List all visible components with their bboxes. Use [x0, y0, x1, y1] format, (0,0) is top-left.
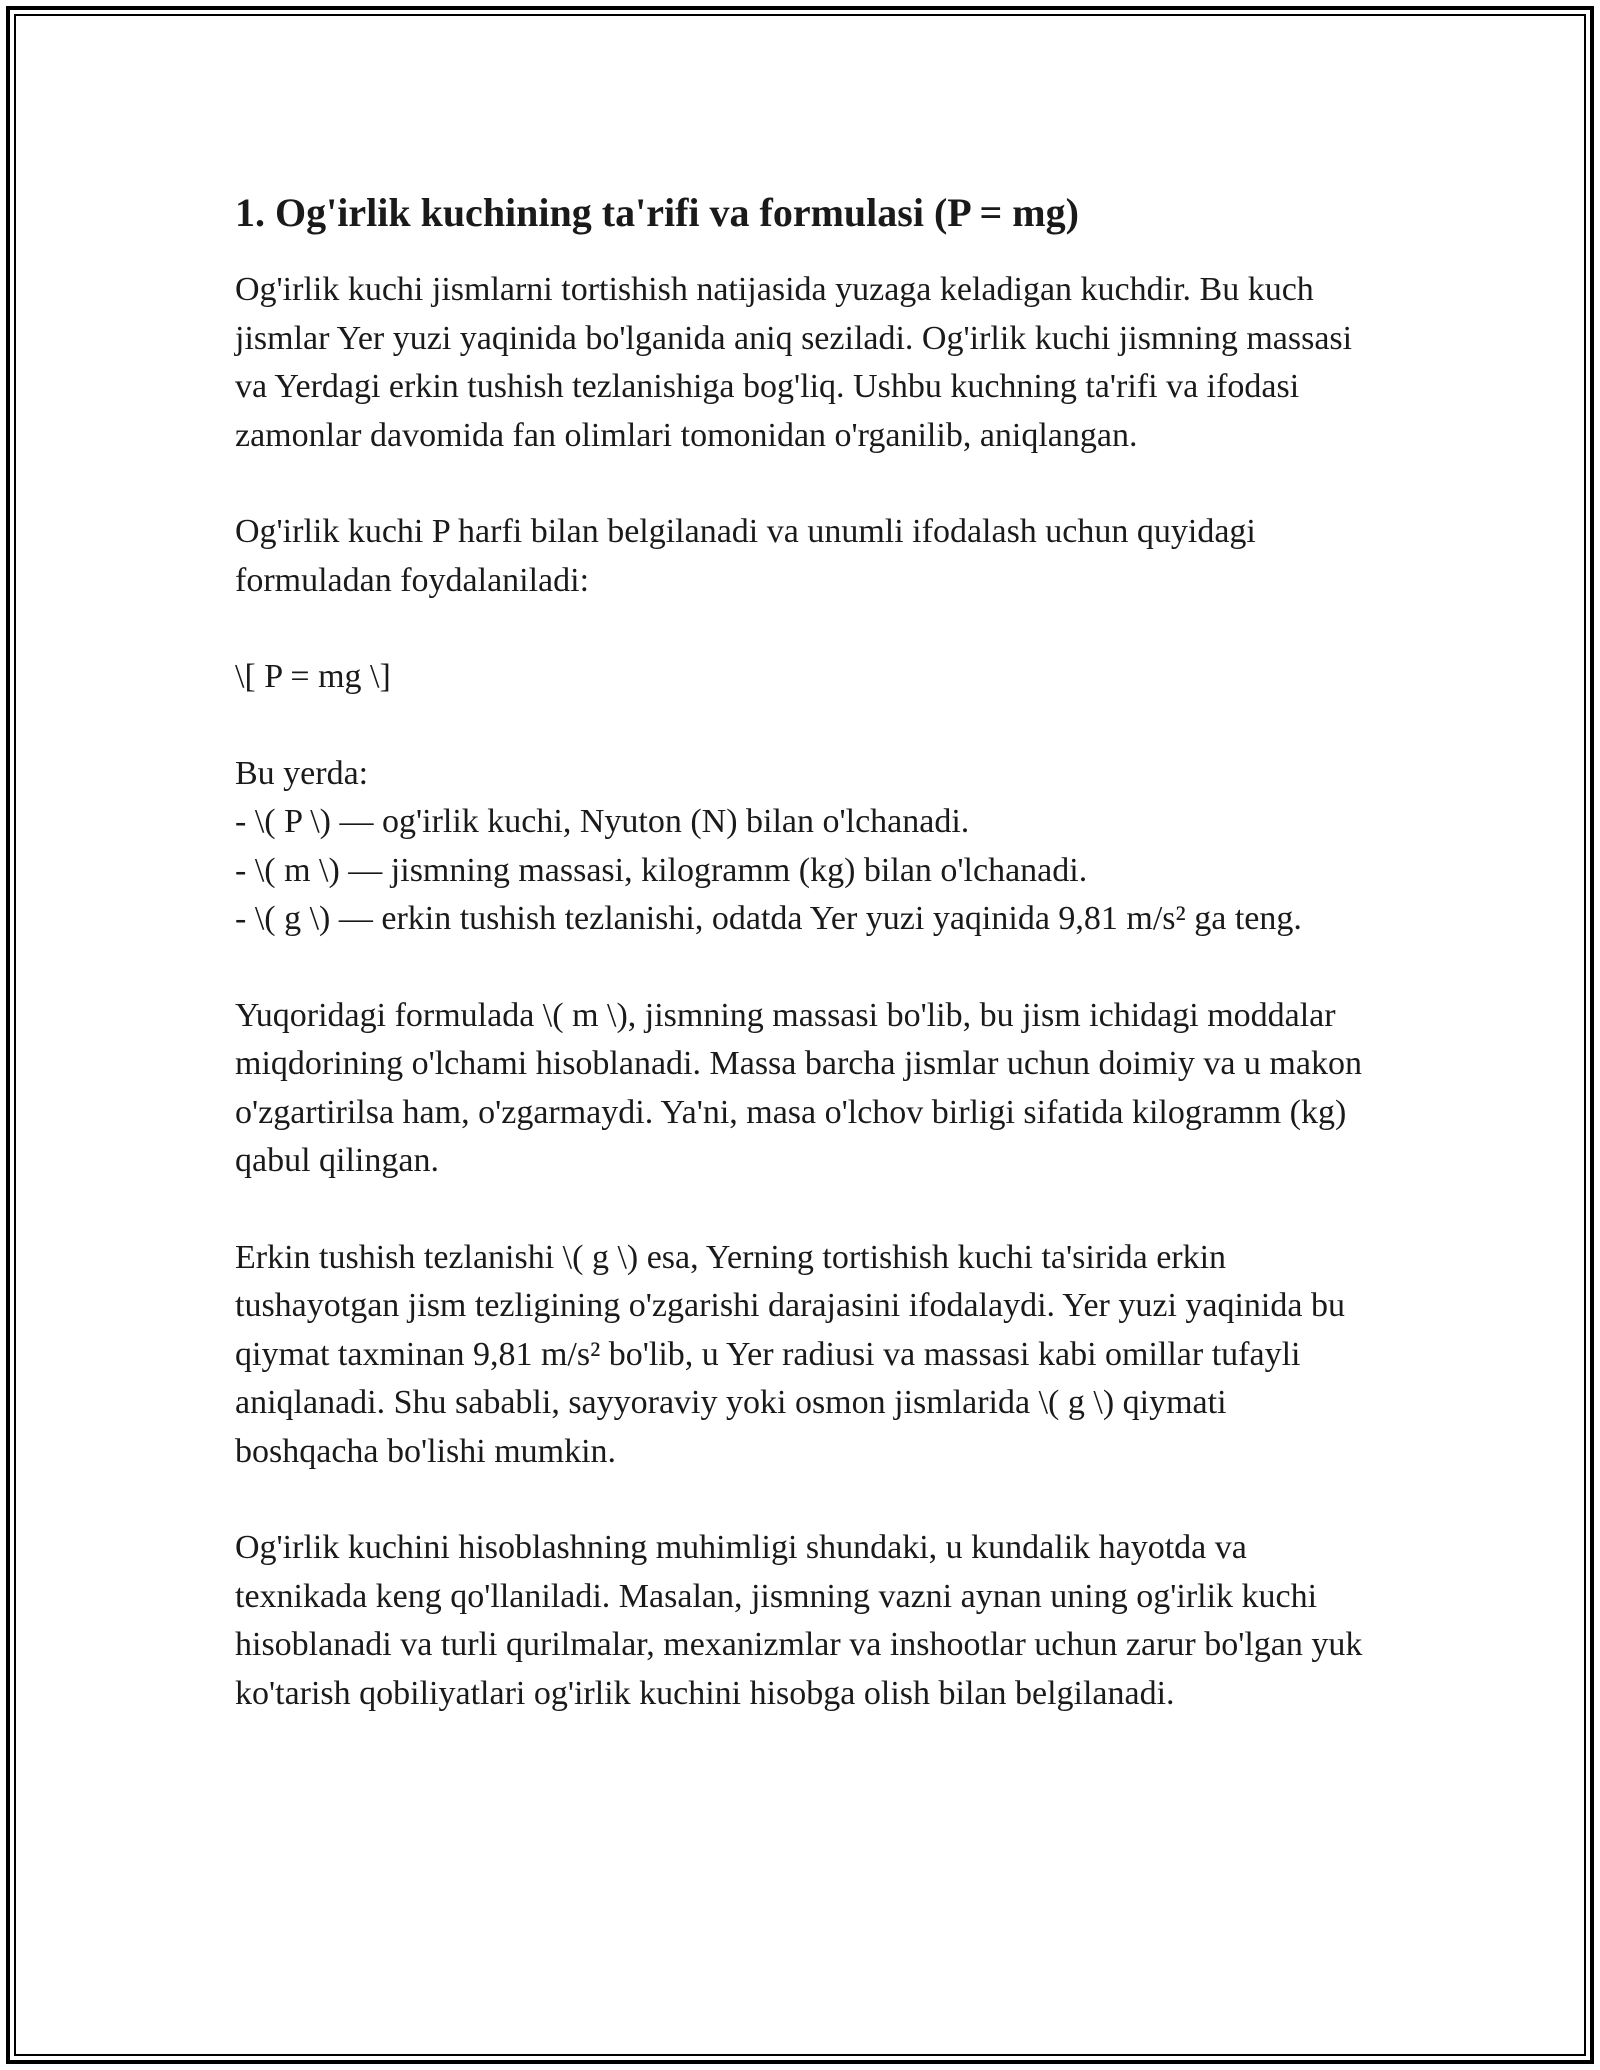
paragraph-mass: Yuqoridagi formulada \( m \), jismning massasi bo'lib, bu jism ichidagi moddalar miqdorining o'lchami hisoblanadi. Massa barcha jismlar uchun doimiy va u makon o'zgartirilsa ham, o'zgarmaydi. Ya'ni, masa o'lchov birligi sifatida kilogramm (kg) qabul qilingan. — [235, 996, 1362, 1179]
list-item: - \( P \) — og'irlik kuchi, Nyuton (N) bilan o'lchanadi. — [235, 803, 970, 840]
paragraph-formula-intro: Og'irlik kuchi P harfi bilan belgilanadi va unumli ifodalash uchun quyidagi formuladan foydalaniladi: — [235, 513, 1256, 599]
list-item: - \( g \) — erkin tushish tezlanishi, odatda Yer yuzi yaqinida 9,81 m/s² ga teng. — [235, 900, 1302, 937]
formula-display: \[ P = mg \] — [235, 658, 391, 695]
paragraph-definition: Og'irlik kuchi jismlarni tortishish natijasida yuzaga keladigan kuchdir. Bu kuch jismlar Yer yuzi yaqinida bo'lganida aniq seziladi. Og'irlik kuchi jismning massasi va Yerdagi erkin tushish tezlanishiga bog'liq. Ushbu kuchning ta'rifi va ifodasi zamonlar davomida fan olimlari tomonidan o'rganilib, aniqlangan. — [235, 271, 1353, 454]
paragraph-importance: Og'irlik kuchini hisoblashning muhimligi shundaki, u kundalik hayotda va texnikada keng qo'llaniladi. Masalan, jismning vazni aynan uning og'irlik kuchi hisoblanadi va turli qurilmalar, mexanizmlar va inshootlar uchun zarur bo'lgan yuk ko'tarish qobiliyatlari og'irlik kuchini hisobga olish bilan belgilanadi. — [235, 1529, 1363, 1712]
section-heading: 1. Og'irlik kuchining ta'rifi va formulasi (P = mg) — [235, 190, 1079, 235]
list-item: - \( m \) — jismning massasi, kilogramm (kg) bilan o'lchanadi. — [235, 851, 1088, 889]
document-body — [235, 188, 1375, 1766]
paragraph-acceleration: Erkin tushish tezlanishi \( g \) esa, Yerning tortishish kuchi ta'sirida erkin tushayotgan jism tezligining o'zgarishi darajasini ifodalaydi. Yer yuzi yaqinida bu qiymat taxminan 9,81 m/s² bo'lib, u Yer radiusi va massasi kabi omillar tufayli aniqlanadi. Shu sababli, sayyoraviy yoki osmon jismlarida \( g \) qiymati boshqacha bo'lishi mumkin. — [235, 1238, 1345, 1470]
variable-definitions — [235, 750, 1375, 944]
where-intro: Bu yerda: — [235, 754, 369, 792]
